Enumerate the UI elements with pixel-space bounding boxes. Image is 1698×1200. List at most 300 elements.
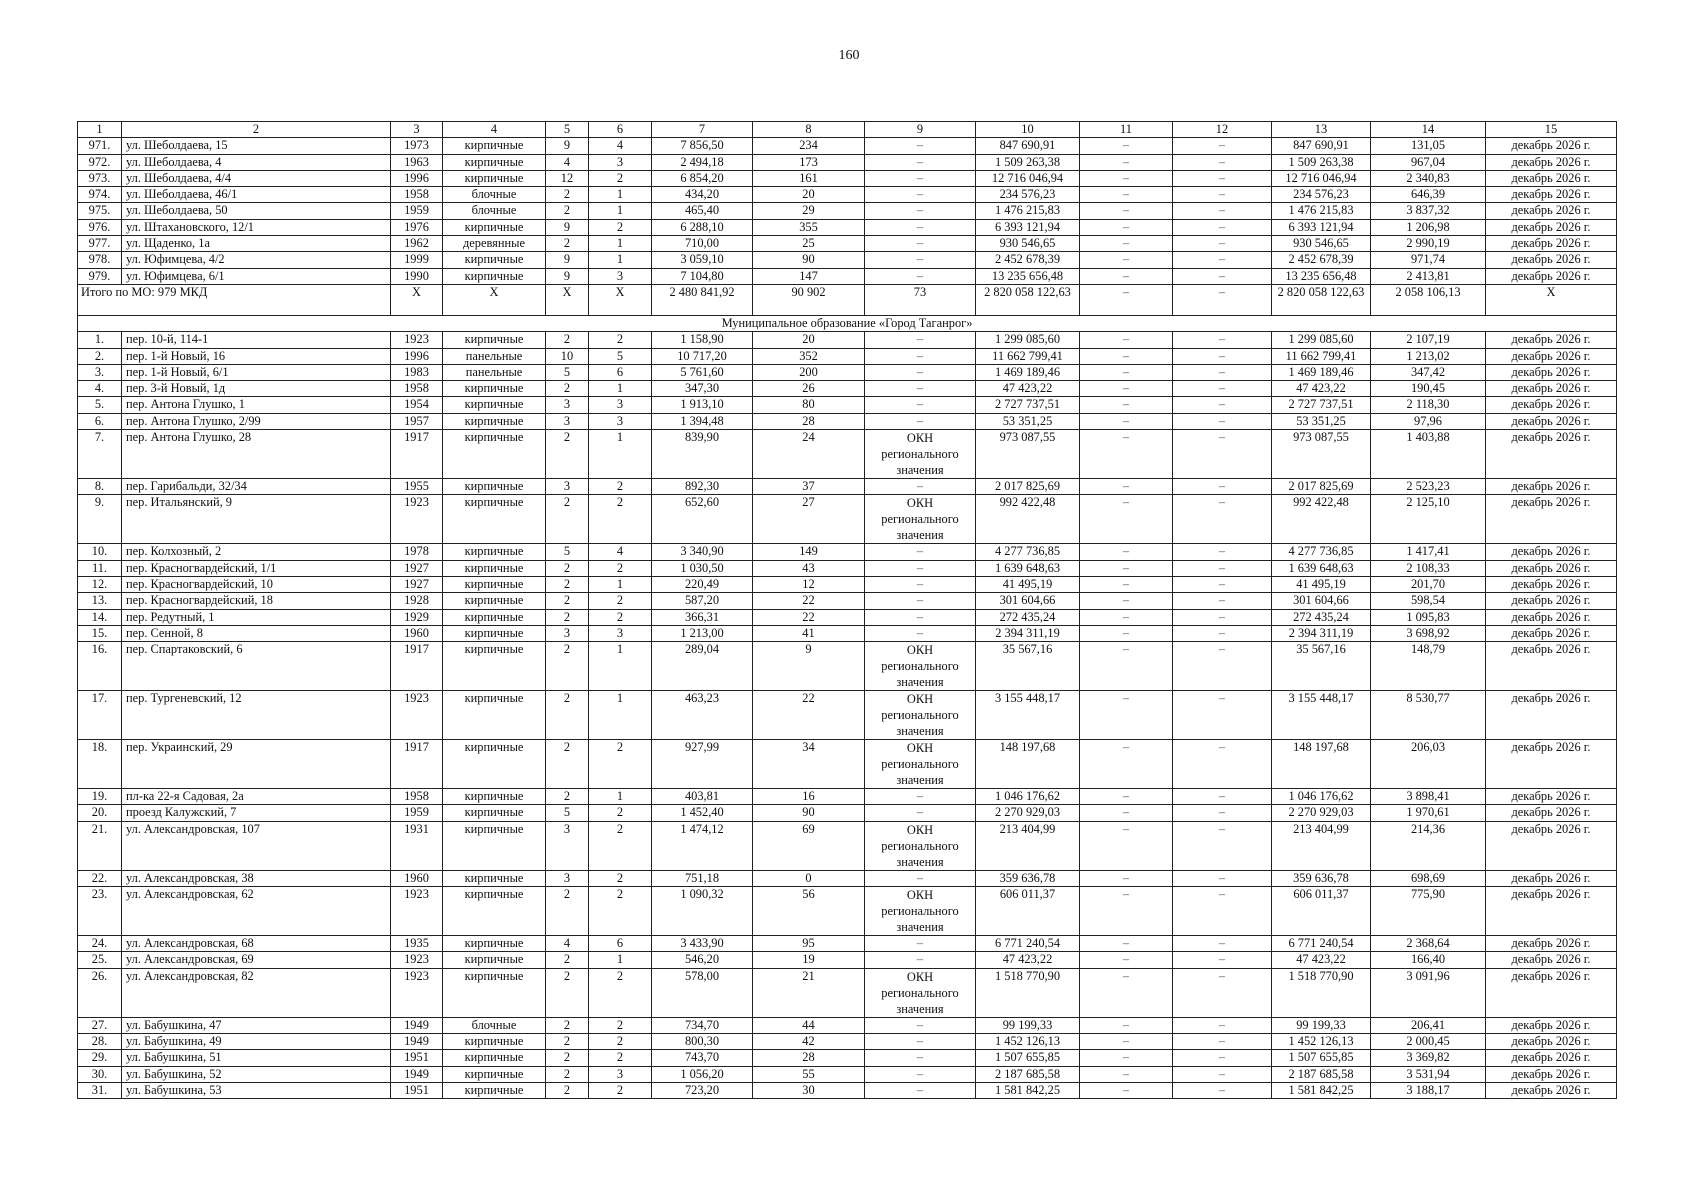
cell-okn-status: – (865, 789, 976, 805)
total-c14: 2 058 106,13 (1371, 284, 1486, 315)
cell-deadline: декабрь 2026 г. (1486, 887, 1617, 936)
cell-area: 7 856,50 (652, 138, 753, 154)
section-title: Муниципальное образование «Город Таганрог» (78, 315, 1617, 331)
cell-address: пер. Итальянский, 9 (122, 495, 391, 544)
cell-okn-status: – (865, 593, 976, 609)
cell-year: 1927 (391, 560, 443, 576)
table-row (78, 170, 1617, 186)
cell-cost-total: 1 639 648,63 (976, 560, 1080, 576)
cell-fund-a: – (1080, 203, 1173, 219)
cell-address: ул. Щаденко, 1а (122, 236, 391, 252)
cell-cost-per-sqm: 2 107,19 (1371, 332, 1486, 348)
cell-area: 652,60 (652, 495, 753, 544)
cell-wall-material: кирпичные (443, 252, 546, 268)
cell-fund-b: – (1173, 397, 1272, 413)
cell-fund-b: – (1173, 219, 1272, 235)
cell-area: 892,30 (652, 479, 753, 495)
header-cell: 10 (976, 122, 1080, 138)
cell-wall-material: кирпичные (443, 495, 546, 544)
cell-fund-b: – (1173, 1033, 1272, 1049)
cell-wall-material: кирпичные (443, 609, 546, 625)
cell-address: ул. Бабушкина, 47 (122, 1017, 391, 1033)
cell-cost-owners: 3 155 448,17 (1272, 691, 1371, 740)
total-c9: 73 (865, 284, 976, 315)
header-cell: 3 (391, 122, 443, 138)
cell-floors: 2 (546, 187, 589, 203)
cell-address: пер. Красногвардейский, 10 (122, 576, 391, 592)
cell-deadline: декабрь 2026 г. (1486, 805, 1617, 821)
cell-cost-total: 13 235 656,48 (976, 268, 1080, 284)
cell-cost-per-sqm: 2 118,30 (1371, 397, 1486, 413)
cell-residents: 25 (753, 236, 865, 252)
cell-residents: 0 (753, 870, 865, 886)
cell-floors: 2 (546, 1082, 589, 1098)
cell-entrances: 3 (589, 268, 652, 284)
table-row (78, 789, 1617, 805)
cell-okn-status: – (865, 252, 976, 268)
cell-address: ул. Бабушкина, 51 (122, 1050, 391, 1066)
cell-area: 289,04 (652, 642, 753, 691)
cell-fund-b: – (1173, 887, 1272, 936)
cell-cost-per-sqm: 967,04 (1371, 154, 1486, 170)
cell-address: ул. Бабушкина, 53 (122, 1082, 391, 1098)
cell-deadline: декабрь 2026 г. (1486, 870, 1617, 886)
cell-cost-owners: 1 507 655,85 (1272, 1050, 1371, 1066)
cell-fund-a: – (1080, 625, 1173, 641)
cell-cost-per-sqm: 206,03 (1371, 740, 1486, 789)
cell-deadline: декабрь 2026 г. (1486, 789, 1617, 805)
cell-cost-per-sqm: 2 368,64 (1371, 936, 1486, 952)
cell-residents: 43 (753, 560, 865, 576)
cell-floors: 2 (546, 1066, 589, 1082)
total-c6: X (589, 284, 652, 315)
cell-fund-a: – (1080, 1033, 1173, 1049)
cell-floors: 2 (546, 560, 589, 576)
cell-fund-b: – (1173, 236, 1272, 252)
cell-row-number: 21. (78, 821, 122, 870)
cell-wall-material: панельные (443, 364, 546, 380)
cell-entrances: 2 (589, 870, 652, 886)
cell-cost-total: 3 155 448,17 (976, 691, 1080, 740)
cell-cost-owners: 35 567,16 (1272, 642, 1371, 691)
cell-fund-a: – (1080, 495, 1173, 544)
cell-entrances: 1 (589, 642, 652, 691)
cell-entrances: 1 (589, 952, 652, 968)
cell-fund-a: – (1080, 348, 1173, 364)
cell-okn-status: – (865, 560, 976, 576)
cell-row-number: 20. (78, 805, 122, 821)
cell-area: 220,49 (652, 576, 753, 592)
cell-cost-per-sqm: 3 531,94 (1371, 1066, 1486, 1082)
cell-row-number: 23. (78, 887, 122, 936)
cell-floors: 2 (546, 1050, 589, 1066)
cell-deadline: декабрь 2026 г. (1486, 252, 1617, 268)
cell-residents: 24 (753, 430, 865, 479)
table-row (78, 821, 1617, 870)
table-header-row (78, 122, 1617, 138)
cell-area: 578,00 (652, 968, 753, 1017)
cell-okn-status: ОКН регионального значения (865, 740, 976, 789)
cell-cost-owners: 148 197,68 (1272, 740, 1371, 789)
cell-entrances: 3 (589, 1066, 652, 1082)
cell-fund-a: – (1080, 170, 1173, 186)
cell-fund-a: – (1080, 821, 1173, 870)
cell-cost-per-sqm: 3 898,41 (1371, 789, 1486, 805)
cell-okn-status: – (865, 952, 976, 968)
cell-cost-per-sqm: 2 125,10 (1371, 495, 1486, 544)
cell-address: пер. Тургеневский, 12 (122, 691, 391, 740)
cell-year: 1960 (391, 870, 443, 886)
cell-area: 347,30 (652, 381, 753, 397)
cell-deadline: декабрь 2026 г. (1486, 170, 1617, 186)
cell-residents: 30 (753, 1082, 865, 1098)
table-row (78, 187, 1617, 203)
cell-deadline: декабрь 2026 г. (1486, 560, 1617, 576)
cell-floors: 5 (546, 544, 589, 560)
table-row (78, 1050, 1617, 1066)
cell-year: 1957 (391, 413, 443, 429)
cell-cost-total: 2 452 678,39 (976, 252, 1080, 268)
cell-address: ул. Бабушкина, 49 (122, 1033, 391, 1049)
cell-entrances: 2 (589, 609, 652, 625)
cell-address: ул. Шеболдаева, 15 (122, 138, 391, 154)
cell-entrances: 3 (589, 625, 652, 641)
cell-wall-material: кирпичные (443, 805, 546, 821)
cell-floors: 2 (546, 495, 589, 544)
cell-cost-owners: 606 011,37 (1272, 887, 1371, 936)
table-row (78, 887, 1617, 936)
cell-residents: 27 (753, 495, 865, 544)
cell-row-number: 29. (78, 1050, 122, 1066)
cell-entrances: 3 (589, 397, 652, 413)
cell-area: 743,70 (652, 1050, 753, 1066)
header-cell: 4 (443, 122, 546, 138)
cell-entrances: 2 (589, 479, 652, 495)
cell-residents: 37 (753, 479, 865, 495)
cell-deadline: декабрь 2026 г. (1486, 495, 1617, 544)
total-c10: 2 820 058 122,63 (976, 284, 1080, 315)
cell-cost-owners: 2 452 678,39 (1272, 252, 1371, 268)
cell-cost-owners: 213 404,99 (1272, 821, 1371, 870)
cell-area: 434,20 (652, 187, 753, 203)
cell-cost-owners: 1 639 648,63 (1272, 560, 1371, 576)
cell-deadline: декабрь 2026 г. (1486, 364, 1617, 380)
cell-fund-b: – (1173, 381, 1272, 397)
cell-deadline: декабрь 2026 г. (1486, 691, 1617, 740)
cell-cost-owners: 6 771 240,54 (1272, 936, 1371, 952)
cell-entrances: 2 (589, 1082, 652, 1098)
cell-cost-owners: 4 277 736,85 (1272, 544, 1371, 560)
cell-deadline: декабрь 2026 г. (1486, 952, 1617, 968)
cell-fund-b: – (1173, 936, 1272, 952)
cell-residents: 56 (753, 887, 865, 936)
cell-fund-a: – (1080, 576, 1173, 592)
cell-okn-status: ОКН регионального значения (865, 495, 976, 544)
cell-entrances: 6 (589, 364, 652, 380)
cell-deadline: декабрь 2026 г. (1486, 740, 1617, 789)
cell-fund-b: – (1173, 1082, 1272, 1098)
cell-area: 1 474,12 (652, 821, 753, 870)
table-row (78, 560, 1617, 576)
cell-cost-owners: 234 576,23 (1272, 187, 1371, 203)
cell-deadline: декабрь 2026 г. (1486, 1050, 1617, 1066)
cell-year: 1976 (391, 219, 443, 235)
cell-year: 1923 (391, 968, 443, 1017)
cell-year: 1917 (391, 740, 443, 789)
header-cell: 14 (1371, 122, 1486, 138)
cell-cost-per-sqm: 971,74 (1371, 252, 1486, 268)
cell-cost-per-sqm: 347,42 (1371, 364, 1486, 380)
cell-year: 1923 (391, 691, 443, 740)
cell-deadline: декабрь 2026 г. (1486, 397, 1617, 413)
cell-okn-status: – (865, 203, 976, 219)
cell-fund-a: – (1080, 870, 1173, 886)
total-c7: 2 480 841,92 (652, 284, 753, 315)
table-row (78, 268, 1617, 284)
cell-wall-material: кирпичные (443, 413, 546, 429)
cell-cost-total: 2 270 929,03 (976, 805, 1080, 821)
cell-fund-b: – (1173, 252, 1272, 268)
cell-deadline: декабрь 2026 г. (1486, 381, 1617, 397)
cell-area: 6 854,20 (652, 170, 753, 186)
table-row (78, 430, 1617, 479)
cell-fund-a: – (1080, 430, 1173, 479)
cell-fund-b: – (1173, 593, 1272, 609)
cell-entrances: 2 (589, 1033, 652, 1049)
cell-cost-owners: 11 662 799,41 (1272, 348, 1371, 364)
cell-okn-status: – (865, 936, 976, 952)
cell-fund-b: – (1173, 1066, 1272, 1082)
header-cell: 11 (1080, 122, 1173, 138)
cell-cost-owners: 973 087,55 (1272, 430, 1371, 479)
cell-cost-total: 606 011,37 (976, 887, 1080, 936)
cell-cost-total: 2 394 311,19 (976, 625, 1080, 641)
cell-fund-b: – (1173, 805, 1272, 821)
cell-deadline: декабрь 2026 г. (1486, 332, 1617, 348)
header-cell: 9 (865, 122, 976, 138)
cell-address: ул. Александровская, 82 (122, 968, 391, 1017)
cell-entrances: 4 (589, 138, 652, 154)
cell-residents: 34 (753, 740, 865, 789)
cell-year: 1983 (391, 364, 443, 380)
cell-year: 1951 (391, 1050, 443, 1066)
cell-address: ул. Штахановского, 12/1 (122, 219, 391, 235)
cell-wall-material: кирпичные (443, 789, 546, 805)
cell-fund-b: – (1173, 544, 1272, 560)
cell-cost-owners: 1 299 085,60 (1272, 332, 1371, 348)
cell-wall-material: блочные (443, 187, 546, 203)
table-row (78, 413, 1617, 429)
table-row (78, 593, 1617, 609)
cell-year: 1990 (391, 268, 443, 284)
cell-year: 1923 (391, 332, 443, 348)
page-number: 160 (838, 48, 860, 63)
cell-cost-per-sqm: 3 698,92 (1371, 625, 1486, 641)
cell-row-number: 19. (78, 789, 122, 805)
cell-floors: 3 (546, 625, 589, 641)
cell-okn-status: – (865, 1033, 976, 1049)
cell-deadline: декабрь 2026 г. (1486, 642, 1617, 691)
cell-residents: 173 (753, 154, 865, 170)
cell-address: ул. Шеболдаева, 4/4 (122, 170, 391, 186)
cell-okn-status: – (865, 625, 976, 641)
cell-fund-a: – (1080, 740, 1173, 789)
cell-area: 1 213,00 (652, 625, 753, 641)
cell-year: 1973 (391, 138, 443, 154)
cell-area: 587,20 (652, 593, 753, 609)
cell-residents: 234 (753, 138, 865, 154)
cell-address: пер. 10-й, 114-1 (122, 332, 391, 348)
cell-floors: 2 (546, 887, 589, 936)
header-cell: 7 (652, 122, 753, 138)
cell-fund-b: – (1173, 691, 1272, 740)
cell-wall-material: кирпичные (443, 479, 546, 495)
table-row (78, 348, 1617, 364)
header-cell: 13 (1272, 122, 1371, 138)
cell-fund-b: – (1173, 203, 1272, 219)
cell-row-number: 24. (78, 936, 122, 952)
cell-entrances: 2 (589, 740, 652, 789)
cell-year: 1959 (391, 805, 443, 821)
cell-wall-material: кирпичные (443, 870, 546, 886)
cell-cost-total: 1 469 189,46 (976, 364, 1080, 380)
cell-cost-total: 1 507 655,85 (976, 1050, 1080, 1066)
cell-cost-owners: 1 581 842,25 (1272, 1082, 1371, 1098)
cell-floors: 4 (546, 154, 589, 170)
cell-fund-a: – (1080, 560, 1173, 576)
cell-fund-b: – (1173, 952, 1272, 968)
cell-okn-status: – (865, 268, 976, 284)
total-c8: 90 902 (753, 284, 865, 315)
cell-cost-total: 99 199,33 (976, 1017, 1080, 1033)
cell-cost-total: 47 423,22 (976, 952, 1080, 968)
cell-floors: 2 (546, 968, 589, 1017)
cell-residents: 69 (753, 821, 865, 870)
cell-entrances: 2 (589, 219, 652, 235)
cell-address: пер. Красногвардейский, 1/1 (122, 560, 391, 576)
cell-fund-b: – (1173, 479, 1272, 495)
cell-fund-a: – (1080, 593, 1173, 609)
cell-area: 5 761,60 (652, 364, 753, 380)
cell-okn-status: – (865, 609, 976, 625)
cell-year: 1951 (391, 1082, 443, 1098)
cell-row-number: 15. (78, 625, 122, 641)
cell-residents: 20 (753, 187, 865, 203)
cell-okn-status: ОКН регионального значения (865, 821, 976, 870)
cell-cost-total: 4 277 736,85 (976, 544, 1080, 560)
cell-okn-status: ОКН регионального значения (865, 430, 976, 479)
cell-cost-total: 6 393 121,94 (976, 219, 1080, 235)
cell-floors: 2 (546, 642, 589, 691)
cell-year: 1923 (391, 952, 443, 968)
cell-cost-total: 213 404,99 (976, 821, 1080, 870)
cell-entrances: 2 (589, 1017, 652, 1033)
cell-floors: 2 (546, 332, 589, 348)
cell-cost-per-sqm: 1 095,83 (1371, 609, 1486, 625)
cell-cost-total: 1 476 215,83 (976, 203, 1080, 219)
cell-cost-total: 2 187 685,58 (976, 1066, 1080, 1082)
cell-wall-material: кирпичные (443, 268, 546, 284)
cell-fund-b: – (1173, 560, 1272, 576)
cell-floors: 2 (546, 740, 589, 789)
cell-residents: 21 (753, 968, 865, 1017)
header-cell: 8 (753, 122, 865, 138)
cell-cost-total: 272 435,24 (976, 609, 1080, 625)
cell-residents: 44 (753, 1017, 865, 1033)
cell-wall-material: блочные (443, 203, 546, 219)
cell-wall-material: кирпичные (443, 887, 546, 936)
cell-year: 1923 (391, 495, 443, 544)
cell-year: 1958 (391, 187, 443, 203)
table-row (78, 332, 1617, 348)
table-row (78, 952, 1617, 968)
cell-area: 3 340,90 (652, 544, 753, 560)
cell-area: 1 090,32 (652, 887, 753, 936)
total-c11: – (1080, 284, 1173, 315)
cell-deadline: декабрь 2026 г. (1486, 544, 1617, 560)
cell-cost-per-sqm: 1 206,98 (1371, 219, 1486, 235)
total-row (78, 284, 1617, 315)
cell-cost-per-sqm: 698,69 (1371, 870, 1486, 886)
table-row (78, 576, 1617, 592)
cell-row-number: 17. (78, 691, 122, 740)
cell-fund-a: – (1080, 219, 1173, 235)
header-cell: 1 (78, 122, 122, 138)
cell-cost-owners: 1 509 263,38 (1272, 154, 1371, 170)
cell-entrances: 5 (589, 348, 652, 364)
table-row (78, 740, 1617, 789)
cell-area: 1 452,40 (652, 805, 753, 821)
cell-fund-a: – (1080, 252, 1173, 268)
cell-entrances: 2 (589, 968, 652, 1017)
table-row (78, 397, 1617, 413)
cell-cost-per-sqm: 2 413,81 (1371, 268, 1486, 284)
cell-residents: 149 (753, 544, 865, 560)
cell-deadline: декабрь 2026 г. (1486, 268, 1617, 284)
cell-area: 1 913,10 (652, 397, 753, 413)
cell-row-number: 10. (78, 544, 122, 560)
cell-fund-b: – (1173, 268, 1272, 284)
cell-address: пер. Спартаковский, 6 (122, 642, 391, 691)
cell-fund-a: – (1080, 268, 1173, 284)
cell-cost-total: 1 452 126,13 (976, 1033, 1080, 1049)
table-row (78, 625, 1617, 641)
cell-cost-total: 2 017 825,69 (976, 479, 1080, 495)
cell-cost-total: 53 351,25 (976, 413, 1080, 429)
cell-address: ул. Александровская, 38 (122, 870, 391, 886)
cell-area: 710,00 (652, 236, 753, 252)
cell-okn-status: – (865, 364, 976, 380)
cell-address: пер. Антона Глушко, 1 (122, 397, 391, 413)
cell-fund-a: – (1080, 1050, 1173, 1066)
cell-fund-b: – (1173, 430, 1272, 479)
total-c4: X (443, 284, 546, 315)
cell-address: пер. Антона Глушко, 2/99 (122, 413, 391, 429)
cell-residents: 161 (753, 170, 865, 186)
cell-row-number: 13. (78, 593, 122, 609)
cell-deadline: декабрь 2026 г. (1486, 348, 1617, 364)
cell-residents: 20 (753, 332, 865, 348)
cell-row-number: 26. (78, 968, 122, 1017)
cell-floors: 5 (546, 805, 589, 821)
cell-wall-material: кирпичные (443, 430, 546, 479)
cell-cost-per-sqm: 131,05 (1371, 138, 1486, 154)
cell-residents: 147 (753, 268, 865, 284)
cell-address: ул. Юфимцева, 6/1 (122, 268, 391, 284)
cell-cost-total: 1 581 842,25 (976, 1082, 1080, 1098)
cell-deadline: декабрь 2026 г. (1486, 1033, 1617, 1049)
cell-fund-a: – (1080, 154, 1173, 170)
